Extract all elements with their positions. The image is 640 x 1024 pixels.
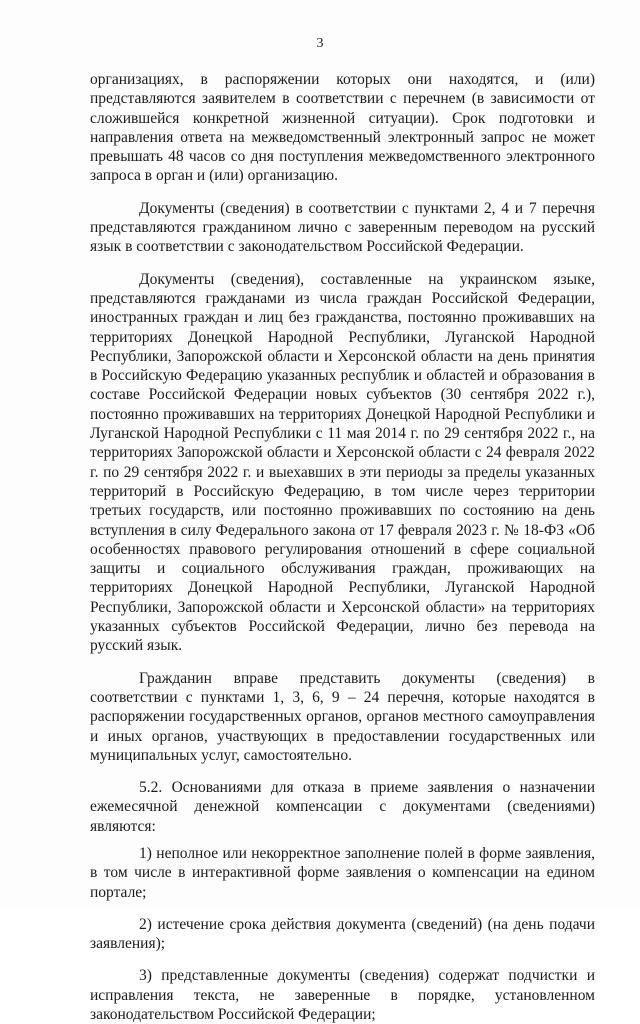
page-number: 3	[316, 36, 324, 51]
paragraph-refusal-grounds: 5.2. Основаниями для отказа в приеме заявления о назначении ежемесячной денежной компенсации с документами (сведениями) являются:	[90, 779, 595, 835]
paragraph-translation-requirement: Документы (сведения) в соответствии с пунктами 2, 4 и 7 перечня представляются гражданином лично с заверенным переводом на русский язык в соответствии с законодательством Российской Федерации.	[90, 199, 595, 256]
list-item-expired-document: 2) истечение срока действия документа (сведений) (на день подачи заявления);	[90, 915, 595, 953]
document-body	[90, 70, 595, 1024]
paragraph-citizen-right: Гражданин вправе представить документы (сведения) в соответствии с пунктами 1, 3, 6, 9 – 24 перечня, которые находятся в распоряжении государственных органов, органов местного самоуправления и иных органов, участвующих в предоставлении государственных или муниципальных услуг, самостоятельно.	[90, 669, 595, 764]
list-item-incomplete-form: 1) неполное или некорректное заполнение полей в форме заявления, в том числе в интерактивной форме заявления о компенсации на едином портале;	[90, 844, 595, 901]
list-item-corrections: 3) представленные документы (сведения) содержат подчистки и исправления текста, не заверенные в порядке, установленном законодательством Российской Федерации;	[90, 967, 595, 1024]
paragraph-ukrainian-documents: Документы (сведения), составленные на украинском языке, представляются гражданами из числа граждан Российской Федерации, иностранных граждан и лиц без гражданства, постоянно проживавших на территориях Донецкой Народной Республики, Луганской Народной Республики, Запорожской области и Херсонской области на день принятия в Российскую Федерацию указанных республик и областей и образования в составе Российской Федерации новых субъектов (30 сентября 2022 г.), постоянно проживавших на территориях Донецкой Народной Республики и Луганской Народной Республики с 11 мая 2014 г. по 29 сентября 2022 г., на территориях Запорожской области и Херсонской области с 24 февраля 2022 г. по 29 сентября 2022 г. и выехавших в эти периоды за пределы указанных территорий в Российскую Федерацию, в том числе через территории третьих государств, или постоянно проживавших по состоянию на день вступления в силу Федерального закона от 17 февраля 2023 г. № 18-ФЗ «Об особенностях правового регулирования отношений в сфере социальной защиты и социального обслуживания граждан, проживающих на территориях Донецкой Народной Республики, Луганской Народной Республики, Запорожской области и Херсонской области» на территориях указанных субъектов Российской Федерации, лично без перевода на русский язык.	[90, 270, 595, 655]
paragraph-continuation: организациях, в распоряжении которых они находятся, и (или) представляются заявителем в соответствии с перечнем (в зависимости от сложившейся конкретной жизненной ситуации). Срок подготовки и направления ответа на межведомственный электронный запрос не может превышать 48 часов со дня поступления межведомственного электронного запроса в орган и (или) организацию.	[90, 71, 595, 185]
